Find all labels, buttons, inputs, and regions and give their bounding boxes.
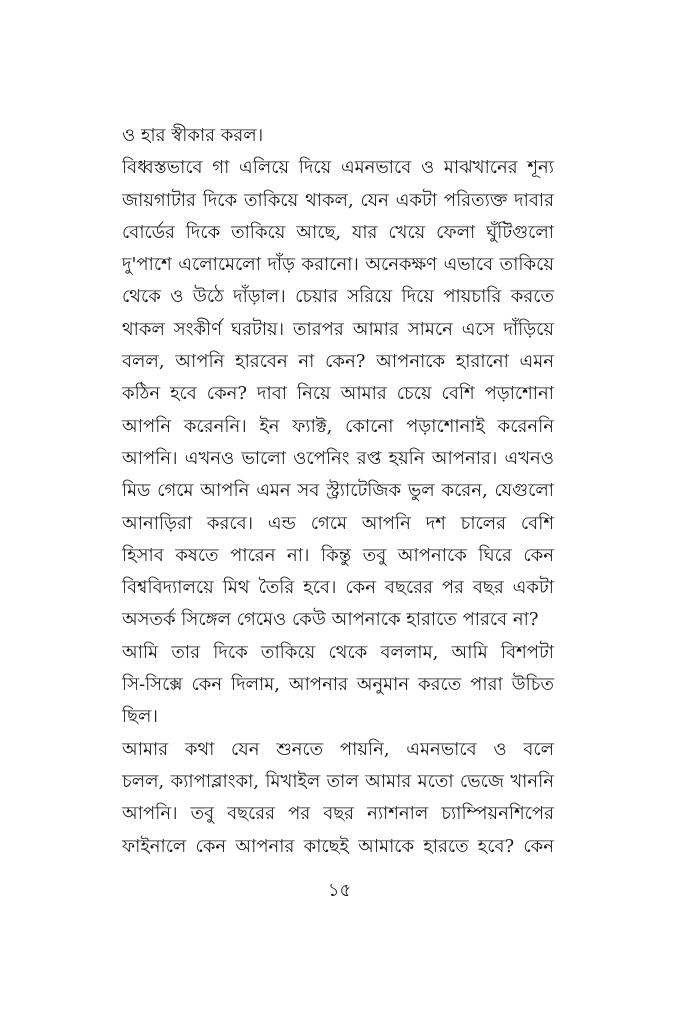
text-line: মিড গেমে আপনি এমন সব স্ট্র্যাটেজিক ভুল করেন, যেগুলো bbox=[122, 480, 554, 502]
text-line: বোর্ডের দিকে তাকিয়ে আছে, যার খেয়ে ফেলা ঘুঁটিগুলো bbox=[122, 221, 554, 243]
text-line: দু'পাশে এলোমেলো দাঁড় করানো। অনেকক্ষণ এভাবে তাকিয়ে bbox=[122, 254, 554, 276]
text-line: আপনি করেননি। ইন ফ্যাক্ট, কোনো পড়াশোনাই করেননি bbox=[122, 415, 554, 437]
paragraph bbox=[122, 152, 554, 636]
text-line: চলল, ক্যাপাব্লাংকা, মিখাইল তাল আমার মতো ভেজে খাননি bbox=[122, 770, 554, 792]
text-line: আপনি। তবু বছরের পর বছর ন্যাশনাল চ্যাম্পিয়নশিপের bbox=[122, 803, 554, 825]
text-line: আপনি। এখনও ভালো ওপেনিং রপ্ত হয়নি আপনার। এখনও bbox=[122, 447, 554, 469]
body-text bbox=[122, 120, 554, 863]
text-line: হিসাব কষতে পারেন না। কিন্তু তবু আপনাকে ঘিরে কেন bbox=[122, 544, 554, 566]
text-line: বিধ্বস্তভাবে গা এলিয়ে দিয়ে এমনভাবে ও মাঝখানের শূন্য bbox=[122, 157, 554, 179]
text-line: থেকে ও উঠে দাঁড়াল। চেয়ার সরিয়ে দিয়ে পায়চারি করতে bbox=[122, 286, 554, 308]
paragraph bbox=[122, 120, 554, 152]
paragraph bbox=[122, 734, 554, 863]
page-number: ১৫ bbox=[327, 880, 352, 901]
text-line: অসতর্ক সিঙ্গেল গেমেও কেউ আপনাকে হারাতে পারবে না? bbox=[122, 609, 539, 631]
text-line: জায়গাটার দিকে তাকিয়ে থাকল, যেন একটা পরিত্যক্ত দাবার bbox=[122, 189, 554, 211]
text-line: আমার কথা যেন শুনতে পায়নি, এমনভাবে ও বলে bbox=[122, 738, 554, 760]
text-line: থাকল সংকীর্ণ ঘরটায়। তারপর আমার সামনে এসে দাঁড়িয়ে bbox=[122, 318, 554, 340]
text-line: বিশ্ববিদ্যালয়ে মিথ তৈরি হবে। কেন বছরের পর বছর একটা bbox=[122, 577, 554, 599]
paragraph bbox=[122, 637, 554, 734]
text-line: আমি তার দিকে তাকিয়ে থেকে বললাম, আমি বিশপটা bbox=[122, 641, 554, 663]
text-line: ফাইনালে কেন আপনার কাছেই আমাকে হারতে হবে? কেন bbox=[122, 835, 554, 857]
text-line: সি-সিক্সে কেন দিলাম, আপনার অনুমান করতে পারা উচিত bbox=[122, 674, 554, 696]
text-line: বলল, আপনি হারবেন না কেন? আপনাকে হারানো এমন bbox=[122, 351, 554, 373]
text-line: কঠিন হবে কেন? দাবা নিয়ে আমার চেয়ে বেশি পড়াশোনা bbox=[122, 383, 554, 405]
text-line: ও হার স্বীকার করল। bbox=[122, 125, 264, 146]
text-line: আনাড়িরা করবে। এন্ড গেমে আপনি দশ চালের বেশি bbox=[122, 512, 554, 534]
text-line: ছিল। bbox=[122, 706, 158, 728]
